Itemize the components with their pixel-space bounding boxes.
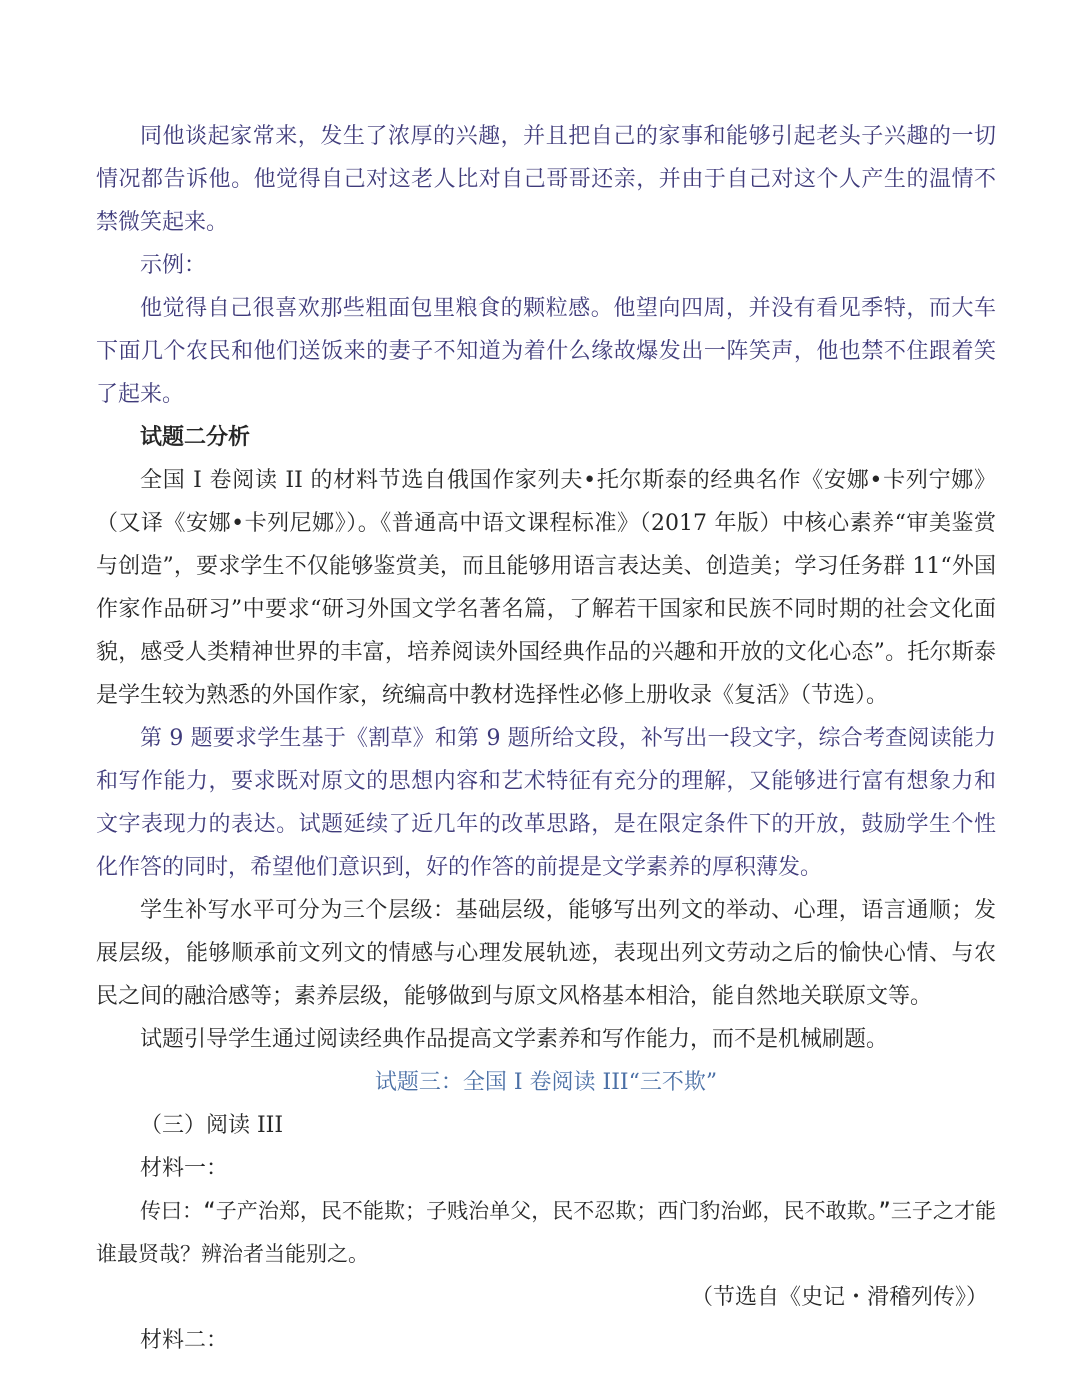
analysis-heading: 试题二分析 [140,424,251,450]
document-page [96,115,996,1362]
example-label: 示例： [140,253,207,278]
reading-label: （三）阅读 III [140,1113,284,1138]
analysis-paragraph-2: 第 9 题要求学生基于《割草》和第 9 题所给文段，补写出一段文字，综合考查阅读能力和写作能力，要求既对原文的思想内容和艺术特征有充分的理解，又能够进行富有想象力和文字表现力的表达。试题延续了近几年的改革思路，是在限定条件下的开放，鼓励学生个性化作答的同时，希望他们意识到，好的作答的前提是文学素养的厚积薄发。 [96,726,996,880]
material-2-label: 材料二： [140,1328,229,1353]
analysis-paragraph-4: 试题引导学生通过阅读经典作品提高文学素养和写作能力，而不是机械刷题。 [140,1027,889,1052]
material-1-label: 材料一： [140,1156,229,1181]
example-paragraph: 他觉得自己很喜欢那些粗面包里粮食的颗粒感。他望向四周，并没有看见季特，而大车下面几个农民和他们送饭来的妻子不知道为着什么缘故爆发出一阵笑声，他也禁不住跟着笑了起来。 [96,296,996,407]
material-1-source: （节选自《史记・滑稽列传》） [690,1285,988,1310]
analysis-paragraph-1: 全国 I 卷阅读 II 的材料节选自俄国作家列夫•托尔斯泰的经典名作《安娜•卡列宁娜》（又译《安娜•卡列尼娜》）。《普通高中语文课程标准》（2017 年版）中核心素养“审美鉴赏与创造”，要求学生不仅能够鉴赏美，而且能够用语言表达美、创造美；学习任务群 11“外国作家作品研习”中要求“研习外国文学名著名篇，了解若干国家和民族不同时期的社会文化面貌，感受人类精神世界的丰富，培养阅读外国经典作品的兴趣和开放的文化心态”。托尔斯泰是学生较为熟悉的外国作家，统编高中教材选择性必修上册收录《复活》（节选）。 [96,468,996,708]
paragraph-continuation: 同他谈起家常来，发生了浓厚的兴趣，并且把自己的家事和能够引起老头子兴趣的一切情况都告诉他。他觉得自己对这老人比对自己哥哥还亲，并由于自己对这个人产生的温情不禁微笑起来。 [96,124,996,235]
analysis-paragraph-3: 学生补写水平可分为三个层级：基础层级，能够写出列文的举动、心理，语言通顺；发展层级，能够顺承前文列文的情感与心理发展轨迹，表现出列文劳动之后的愉快心情、与农民之间的融洽感等；素养层级，能够做到与原文风格基本相洽，能自然地关联原文等。 [96,898,996,1009]
section-title: 试题三：全国 I 卷阅读 III“三不欺” [374,1070,718,1095]
material-1-text: 传曰：“子产治郑，民不能欺；子贱治单父，民不忍欺；西门豹治邺，民不敢欺。”三子之才能谁最贤哉？辨治者当能别之。 [96,1199,996,1266]
